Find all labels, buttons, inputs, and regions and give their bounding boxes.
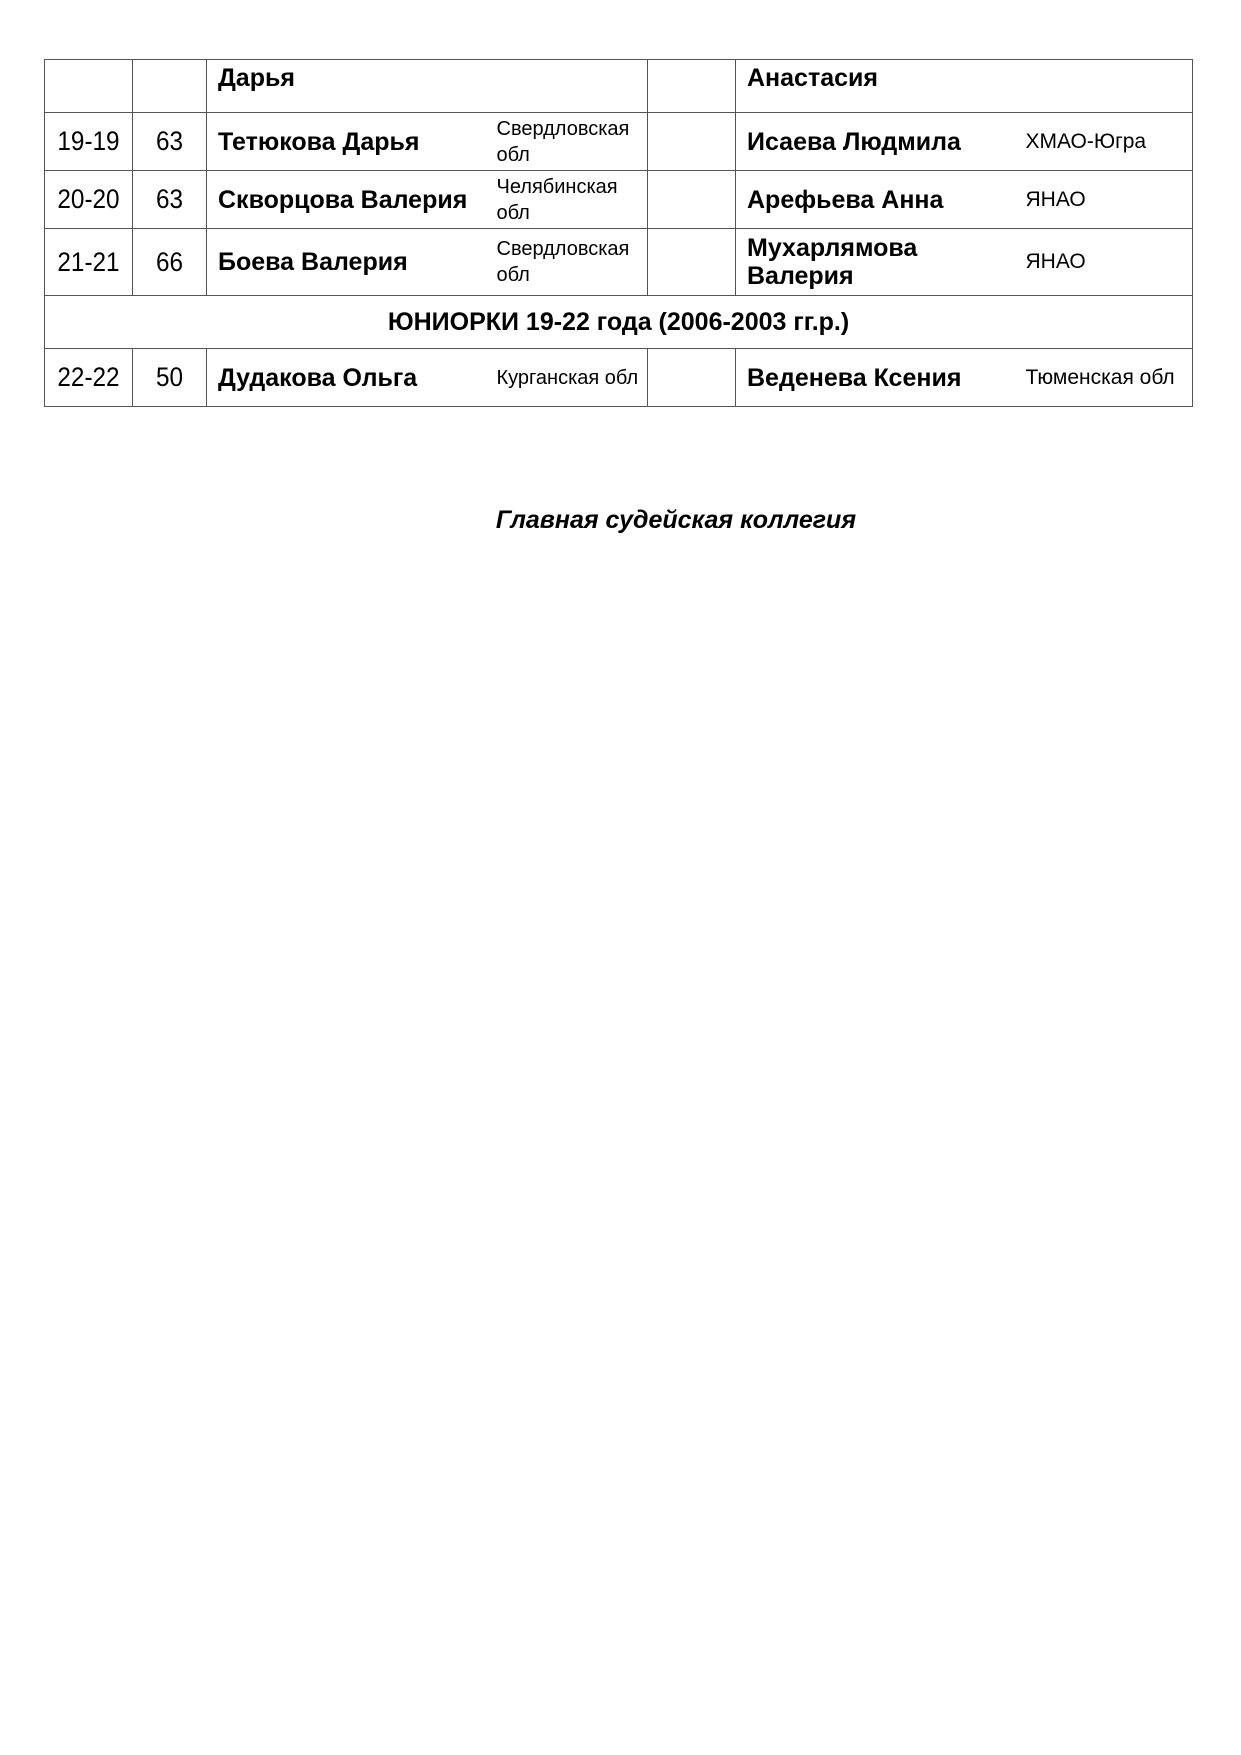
table-row — [45, 229, 1193, 296]
right-name-cell — [736, 349, 1015, 407]
bout-cell — [45, 229, 133, 296]
weight-class: 66 — [155, 246, 184, 277]
left-athlete-name: Тетюкова Дарья — [218, 127, 420, 156]
left-athlete-name: Скворцова Валерия — [218, 185, 468, 214]
draw-table — [44, 59, 1193, 407]
section-title: ЮНИОРКИ 19-22 года (2006-2003 гг.р.) — [387, 307, 850, 336]
weight-class: 63 — [155, 126, 184, 156]
right-name-cell — [736, 229, 1015, 296]
weight-cell — [133, 113, 207, 171]
right-region-cell — [1015, 60, 1193, 113]
bout-cell — [45, 171, 133, 229]
left-name-cell — [207, 349, 486, 407]
weight-cell — [133, 349, 207, 407]
left-athlete-region: Свердловская обл — [496, 238, 630, 286]
spacer-cell — [648, 171, 736, 229]
right-athlete-region: ХМАО-Югра — [1025, 129, 1147, 153]
left-name-cell — [207, 60, 486, 113]
right-name-cell — [736, 113, 1015, 171]
right-athlete-region: ЯНАО — [1025, 250, 1086, 273]
spacer-cell — [648, 349, 736, 407]
left-name-cell — [207, 171, 486, 229]
left-athlete-region: Челябинская обл — [496, 175, 618, 224]
bout-number: 19-19 — [57, 126, 120, 156]
weight-class: 63 — [155, 184, 184, 214]
bout-cell — [45, 349, 133, 407]
right-athlete-region: Тюменская обл — [1025, 365, 1175, 389]
bout-number: 20-20 — [57, 184, 120, 214]
spacer-cell — [648, 113, 736, 171]
right-athlete-region: ЯНАО — [1025, 187, 1086, 211]
left-name-cell — [207, 113, 486, 171]
left-region-cell — [486, 229, 648, 296]
right-region-cell — [1015, 229, 1193, 296]
left-region-cell — [486, 349, 648, 407]
left-name-cell — [207, 229, 486, 296]
section-cell — [45, 296, 1193, 349]
weight-class: 50 — [155, 362, 184, 392]
right-athlete-name: Исаева Людмила — [747, 127, 961, 156]
section-row — [45, 296, 1193, 349]
left-athlete-region: Курганская обл — [496, 366, 639, 389]
right-athlete-name: Арефьева Анна — [747, 185, 944, 214]
right-athlete-name: Анастасия — [747, 64, 878, 92]
left-athlete-name: Боева Валерия — [218, 248, 408, 276]
right-region-cell — [1015, 113, 1193, 171]
bout-number: 21-21 — [57, 246, 120, 277]
bout-cell — [45, 60, 133, 113]
bout-cell — [45, 113, 133, 171]
table-row — [45, 60, 1193, 113]
left-region-cell — [486, 171, 648, 229]
left-athlete-name: Дудакова Ольга — [218, 363, 418, 392]
table-row — [45, 349, 1193, 407]
left-region-cell — [486, 60, 648, 113]
right-region-cell — [1015, 171, 1193, 229]
right-athlete-name: Веденева Ксения — [747, 363, 962, 392]
right-name-cell — [736, 60, 1015, 113]
weight-cell — [133, 60, 207, 113]
table-row — [45, 171, 1193, 229]
spacer-cell — [648, 60, 736, 113]
right-athlete-name: Мухарлямова Валерия — [747, 234, 918, 290]
table-row — [45, 113, 1193, 171]
right-region-cell — [1015, 349, 1193, 407]
bout-number: 22-22 — [57, 362, 120, 392]
weight-cell — [133, 229, 207, 296]
left-athlete-region: Свердловская обл — [496, 117, 630, 166]
spacer-cell — [648, 229, 736, 296]
signature-title: Главная судейская коллегия — [495, 506, 857, 534]
left-region-cell — [486, 113, 648, 171]
left-athlete-name: Дарья — [218, 64, 295, 92]
weight-cell — [133, 171, 207, 229]
right-name-cell — [736, 171, 1015, 229]
